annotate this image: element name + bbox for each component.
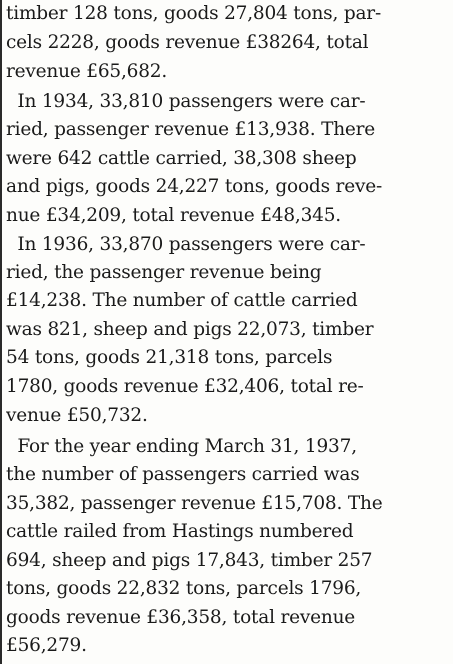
- text-line: £14,238. The number of cattle carried: [6, 290, 358, 311]
- text-line: ried, passenger revenue £13,938. There: [6, 119, 376, 140]
- text-line: £56,279.: [6, 635, 87, 656]
- text-line: goods revenue £36,358, total revenue: [6, 607, 356, 628]
- text-line: cels 2228, goods revenue £38264, total: [6, 32, 369, 53]
- text-line: For the year ending March 31, 1937,: [6, 436, 357, 457]
- text-line: In 1936, 33,870 passengers were car-: [6, 234, 366, 255]
- text-line: 35,382, passenger revenue £15,708. The: [6, 493, 383, 514]
- text-line: were 642 cattle carried, 38,308 sheep: [6, 148, 357, 169]
- text-line: timber 128 tons, goods 27,804 tons, par-: [6, 3, 381, 24]
- text-line: venue £50,732.: [6, 405, 148, 426]
- text-line: tons, goods 22,832 tons, parcels 1796,: [6, 578, 362, 599]
- text-line: nue £34,209, total revenue £48,345.: [6, 205, 341, 226]
- text-line: 1780, goods revenue £32,406, total re-: [6, 376, 364, 397]
- text-line: ried, the passenger revenue being: [6, 262, 322, 283]
- text-line: was 821, sheep and pigs 22,073, timber: [6, 319, 374, 340]
- column-rule: [0, 0, 2, 664]
- text-line: revenue £65,682.: [6, 61, 168, 82]
- text-line: In 1934, 33,810 passengers were car-: [6, 91, 366, 112]
- text-line: 694, sheep and pigs 17,843, timber 257: [6, 550, 373, 571]
- text-line: 54 tons, goods 21,318 tons, parcels: [6, 347, 333, 368]
- text-line: and pigs, goods 24,227 tons, goods reve-: [6, 176, 382, 197]
- text-line: cattle railed from Hastings numbered: [6, 521, 354, 542]
- text-line: the number of passengers carried was: [6, 464, 360, 485]
